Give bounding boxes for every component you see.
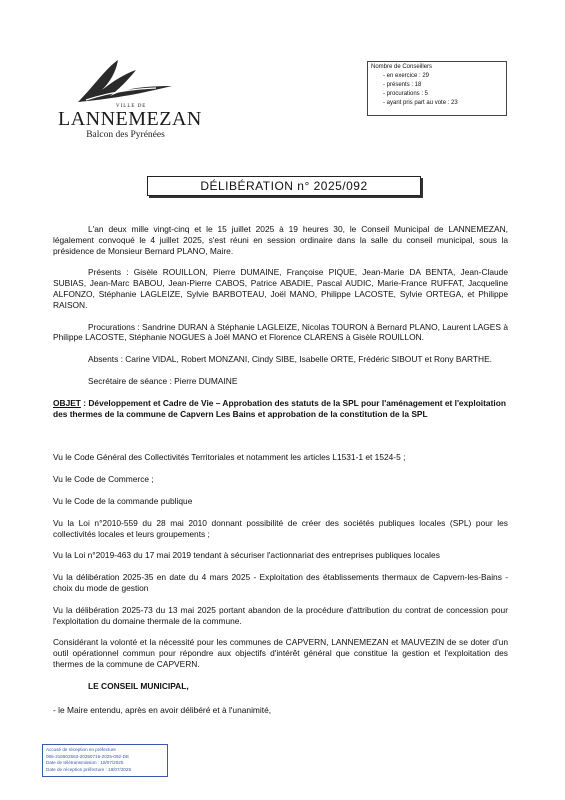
deliberation-title: DÉLIBÉRATION n° 2025/092 xyxy=(147,176,421,196)
procurations-paragraph: Procurations : Sandrine DURAN à Stéphanie LAGLEIZE, Nicolas TOURON à Bernard PLANO, Laurent LAGES à Philippe LACOSTE, Stéphanie NOGUES à Joël MANO et Florence CLARENS à Gisèle ROUILLON. xyxy=(53,321,508,343)
vu-item: Vu la délibération 2025-73 du 13 mai 2025 portant abandon de la procédure d'attribution du contrat de concession pour l'exploitation du domaine thermale de la commune. xyxy=(53,604,508,626)
prefecture-receipt-stamp xyxy=(42,744,168,777)
considerant-paragraph: Considérant la volonté et la nécessité pour les communes de CAPVERN, LANNEMEZAN et MAUVEZIN de se doter d'un outil opérationnel commun pour répondre aux objectifs d'intérêt général que constitue la gestion et l'exploitation des thermes de la commune de CAPVERN. xyxy=(53,637,508,669)
receipt-line: Date de réception préfecture : 18/07/2025 xyxy=(46,766,132,772)
document-body xyxy=(53,224,508,715)
councillors-line: - présents : 18 xyxy=(383,82,422,88)
receipt-line: 065-216502563-20250716-2025-092-DE xyxy=(46,753,130,759)
logo-subtitle: Balcon des Pyrénées xyxy=(86,130,165,140)
logo-ville-text: VILLE DE xyxy=(116,104,147,109)
councillors-line: - ayant pris part au vote : 23 xyxy=(383,100,458,106)
vu-item: Vu la Loi n°2010-559 du 28 mai 2010 donnant possibilité de créer des sociétés publiques locales (SPL) pour les collectivités locales et leurs groupements ; xyxy=(53,517,508,539)
vu-item: Vu la délibération 2025-35 en date du 4 mars 2025 - Exploitation des établissements thermaux de Capvern-les-Bains - choix du mode de gestion xyxy=(53,572,508,593)
objet-label: OBJET xyxy=(53,397,81,408)
councillors-line: - en exercice : 29 xyxy=(383,73,430,79)
vu-item: Vu le Code de la commande publique xyxy=(53,495,193,506)
maire-line: - le Maire entendu, après en avoir délibéré et à l'unanimité, xyxy=(53,704,272,715)
presents-paragraph: Présents : Gisèle ROUILLON, Pierre DUMAINE, Françoise PIQUE, Jean-Marie DA BENTA, Jean-Claude SUBIAS, Jean-Marc BABOU, Jean-Pierre CABOS, Patrice ABADIE, Pascal AUDIC, Marie-France RUFFAT, Jacqueline ALFONZO, Stéphanie LAGLEIZE, Sylvie BARBOTEAU, Joël MANO, Philippe LACOSTE, Sylvie ORTEGA, et Philippe RAISON. xyxy=(53,267,508,310)
vu-item: Vu le Code de Commerce ; xyxy=(53,474,154,485)
city-logo xyxy=(58,56,202,146)
receipt-line: Date de télétransmission : 18/07/2025 xyxy=(46,760,124,766)
councillors-line: - procurations : 5 xyxy=(383,91,429,97)
conseil-heading: LE CONSEIL MUNICIPAL, xyxy=(88,680,189,691)
vu-item: Vu le Code Général des Collectivités Territoriales et notamment les articles L1531-1 et 1524-5 ; xyxy=(53,452,406,463)
objet-text: : Développement et Cadre de Vie – Approbation des statuts de la SPL pour l'aménagement et l'exploitation des thermes de la commune de Capvern Les Bains et approbation de la constitution de la SPL xyxy=(53,397,506,419)
logo-city-name: LANNEMEZAN xyxy=(58,108,202,130)
objet-paragraph xyxy=(53,398,508,420)
vu-item: Vu la Loi n°2019-463 du 17 mai 2019 tendant à sécuriser l'actionnariat des entreprises publiques locales xyxy=(53,550,440,561)
councillors-count-box xyxy=(367,61,507,116)
absents-paragraph: Absents : Carine VIDAL, Robert MONZANI, Cindy SIBE, Isabelle ORTE, Frédéric SIBOUT et Rony BARTHE. xyxy=(88,354,492,365)
councillors-heading: Nombre de Conseillers xyxy=(371,64,433,70)
secretary-paragraph: Secrétaire de séance : Pierre DUMAINE xyxy=(88,375,238,386)
mountain-logo-icon xyxy=(76,56,176,104)
receipt-line: Accusé de réception en préfecture xyxy=(46,747,116,752)
intro-paragraph: L'an deux mille vingt-cinq et le 15 juillet 2025 à 19 heures 30, le Conseil Municipal de LANNEMEZAN, légalement convoqué le 4 juillet 2025, s'est réuni en session ordinaire dans la salle du conseil municipal, sous la présidence de Monsieur Bernard PLANO, Maire. xyxy=(53,224,508,256)
